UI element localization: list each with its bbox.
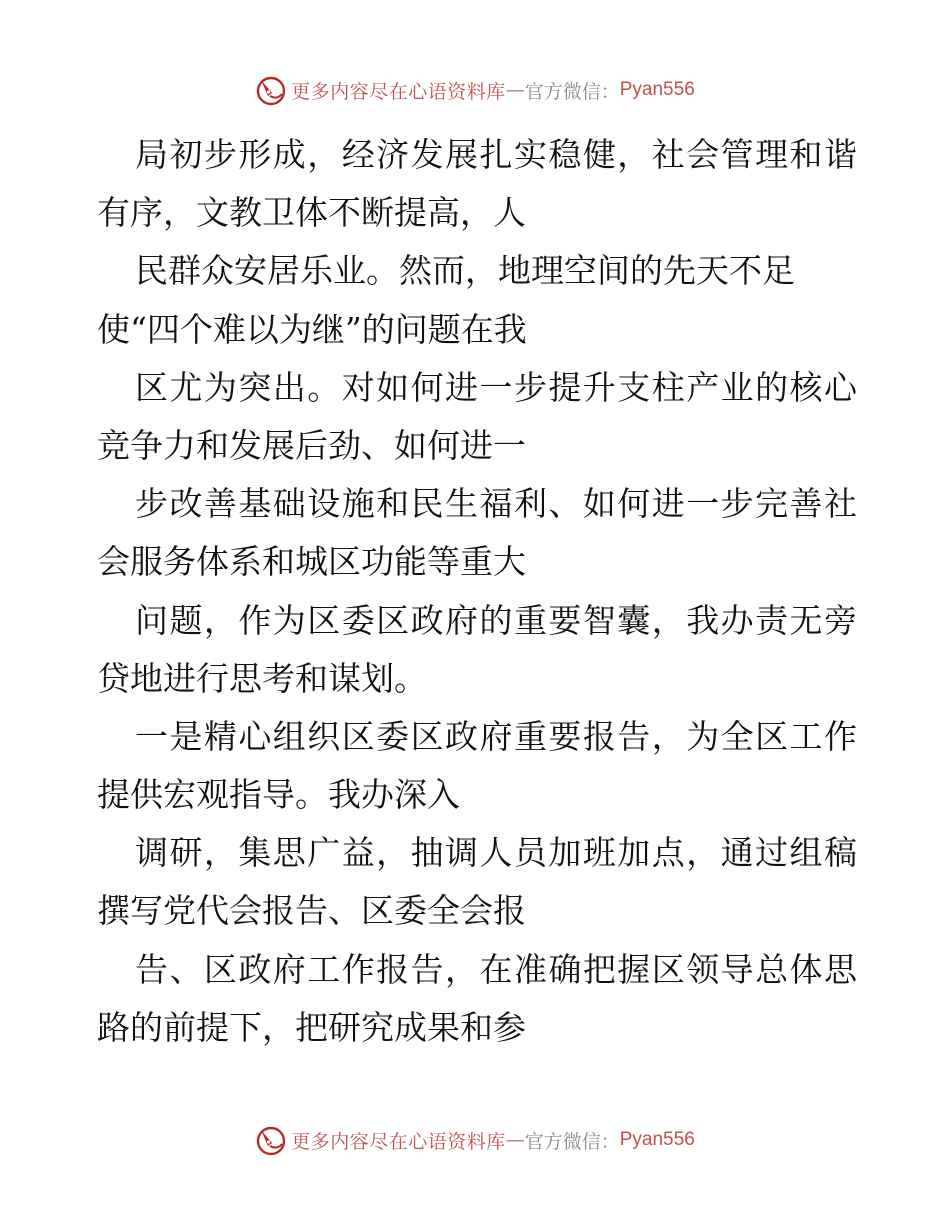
text-line: 局初步形成，经济发展扎实稳健，社会管理和谐 — [135, 135, 857, 174]
watermark-official-label: 官方微信： — [524, 80, 620, 103]
watermark-account-id: Pyan556 — [619, 79, 695, 100]
text-line: 路的前提下，把研究成果和参 — [97, 1007, 526, 1047]
watermark-separator: — — [505, 1129, 525, 1151]
watermark-brand: 更多内容尽在心语资料库 — [291, 80, 506, 103]
footer-watermark — [0, 1120, 950, 1160]
text-line: 告、区政府工作报告，在准确把握区领导总体思 — [135, 949, 857, 989]
header-watermark — [0, 70, 950, 110]
text-line: 一是精心组织区委区政府重要报告，为全区工作 — [135, 716, 857, 756]
text-line: 贷地进行思考和谋划。 — [97, 658, 427, 698]
text-line: 有序，文教卫体不断提高，人 — [97, 193, 526, 233]
watermark-brand: 更多内容尽在心语资料库 — [291, 1130, 506, 1153]
text-line: 竞争力和发展后劲、如何进一 — [97, 425, 526, 465]
pen-nib-logo-icon — [255, 74, 287, 106]
document-body — [97, 126, 857, 1057]
text-line: 提供宏观指导。我办深入 — [97, 775, 460, 815]
text-line: 问题，作为区委区政府的重要智囊，我办责无旁 — [135, 600, 857, 640]
text-line: 区尤为突出。对如何进一步提升支柱产业的核心 — [135, 367, 857, 407]
watermark-separator: — — [505, 79, 525, 101]
text-line: 会服务体系和城区功能等重大 — [97, 542, 526, 582]
watermark-official-label: 官方微信： — [524, 1130, 620, 1153]
text-line: 撰写党代会报告、区委全会报 — [97, 891, 526, 931]
pen-nib-logo-icon — [255, 1124, 287, 1156]
text-line: 调研，集思广益，抽调人员加班加点，通过组稿 — [135, 833, 857, 873]
text-line: 民群众安居乐业。然而，地理空间的先天不足 — [135, 251, 795, 291]
text-line: 使“四个难以为继”的问题在我 — [97, 309, 527, 349]
watermark-account-id: Pyan556 — [619, 1129, 695, 1150]
text-line: 步改善基础设施和民生福利、如何进一步完善社 — [135, 484, 857, 524]
